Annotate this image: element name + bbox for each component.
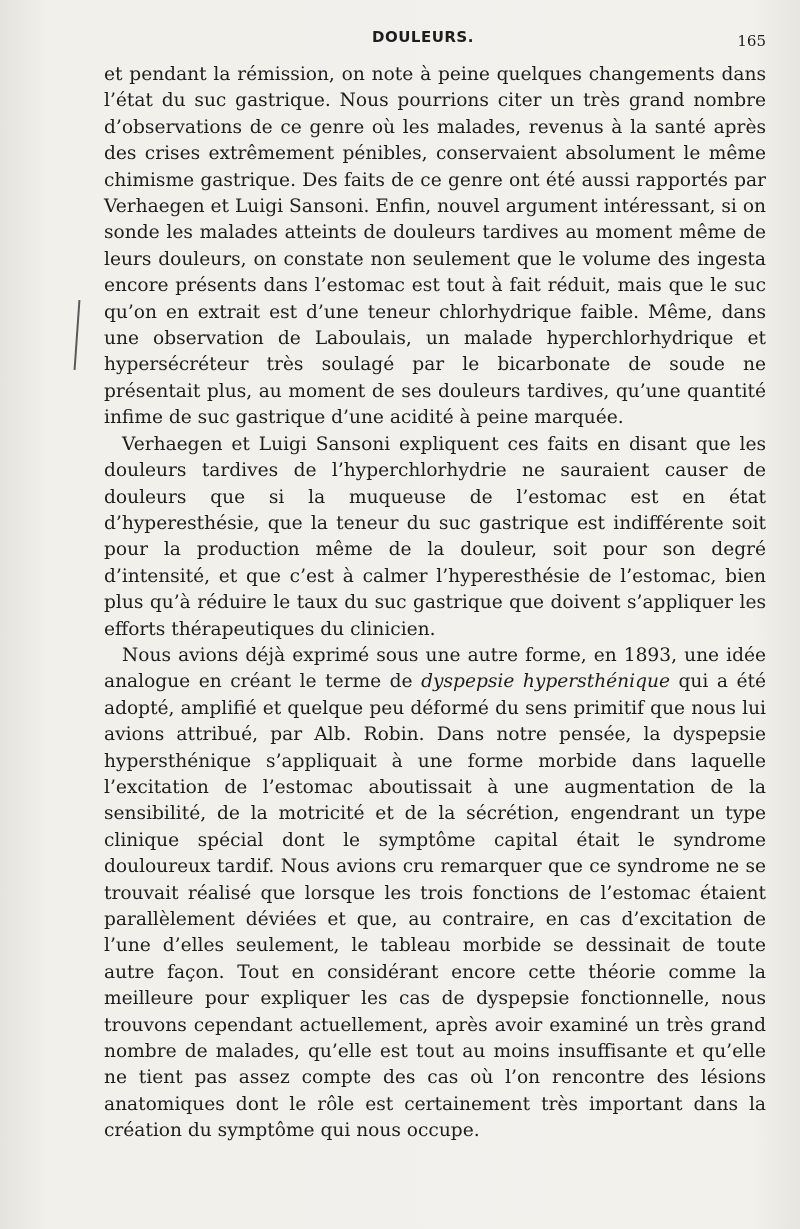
paragraph-3 <box>104 643 766 1145</box>
running-head <box>0 28 800 50</box>
paragraph-2: Verhaegen et Luigi Sansoni expliquent ces faits en disant que les douleurs tardives de l’hyperchlorhydrie ne sauraient causer de douleurs que si la muqueuse de l’estomac est en état d’hyperesthésie, que la teneur du suc gastrique est indifférente soit pour la production même de la douleur, soit pour son degré d’intensité, et que c’est à calmer l’hyperesthésie de l’estomac, bien plus qu’à réduire le taux du suc gastrique que doivent s’appliquer les efforts thérapeutiques du clinicien. <box>104 433 766 640</box>
page-number: 165 <box>737 32 766 50</box>
italic-term: dyspepsie hypersthénique <box>421 671 670 693</box>
margin-pencil-mark <box>74 300 81 370</box>
paragraph-1: et pendant la rémission, on note à peine quelques changements dans l’état du suc gastrique. Nous pourrions citer un très grand nombre d’observations de ce genre où les malades, revenus à la santé après des crises extrêmement pénibles, conservaient absolument le même chimisme gastrique. Des faits de ce genre ont été aussi rapportés par Verhaegen et Luigi Sansoni. Enfin, nouvel argument intéressant, si on sonde les malades atteints de douleurs tardives au moment même de leurs douleurs, on constate non seulement que le volume des ingesta encore présents dans l’estomac est tout à fait réduit, mais que le suc qu’on en extrait est d’une teneur chlorhydrique faible. Même, dans une observation de Laboulais, un malade hyperchlorhydrique et hypersécréteur très soulagé par le bicarbonate de soude ne présentait plus, au moment de ses douleurs tardives, qu’une quantité infime de suc gastrique d’une acidité à peine marquée. <box>104 64 766 429</box>
paragraph-3-start: Nous avions déjà exprimé sous une autre forme, en 1893, une idée analogue en créant le terme de <box>104 644 766 693</box>
running-title: DOULEURS. <box>372 28 474 46</box>
body-text <box>104 62 766 1145</box>
paragraph-3-rest: qui a été adopté, amplifié et quelque peu déformé du sens primitif que nous lui avions attribué, par Alb. Robin. Dans notre pensée, la dyspepsie hypersthénique s’appliquait à une forme morbide dans laquelle l’excitation de l’estomac aboutissait à une augmentation de la sensibilité, de la motricité et de la sécrétion, engendrant un type clinique spécial dont le symptôme capital était le syndrome douloureux tardif. Nous avions cru remarquer que ce syndrome ne se trouvait réalisé que lorsque les trois fonctions de l’estomac étaient parallèlement déviées et que, au contraire, en cas d’excitation de l’une d’elles seulement, le tableau morbide se dessinait de toute autre façon. Tout en considérant encore cette théorie comme la meilleure pour expliquer les cas de dyspepsie fonctionnelle, nous trouvons cependant actuellement, après avoir examiné un très grand nombre de malades, qu’elle est tout au moins insuffisante et qu’elle ne tient pas assez compte des cas où l’on rencontre des lésions anatomiques dont le rôle est certainement très important dans la création du symptôme qui nous occupe. <box>104 671 767 1142</box>
